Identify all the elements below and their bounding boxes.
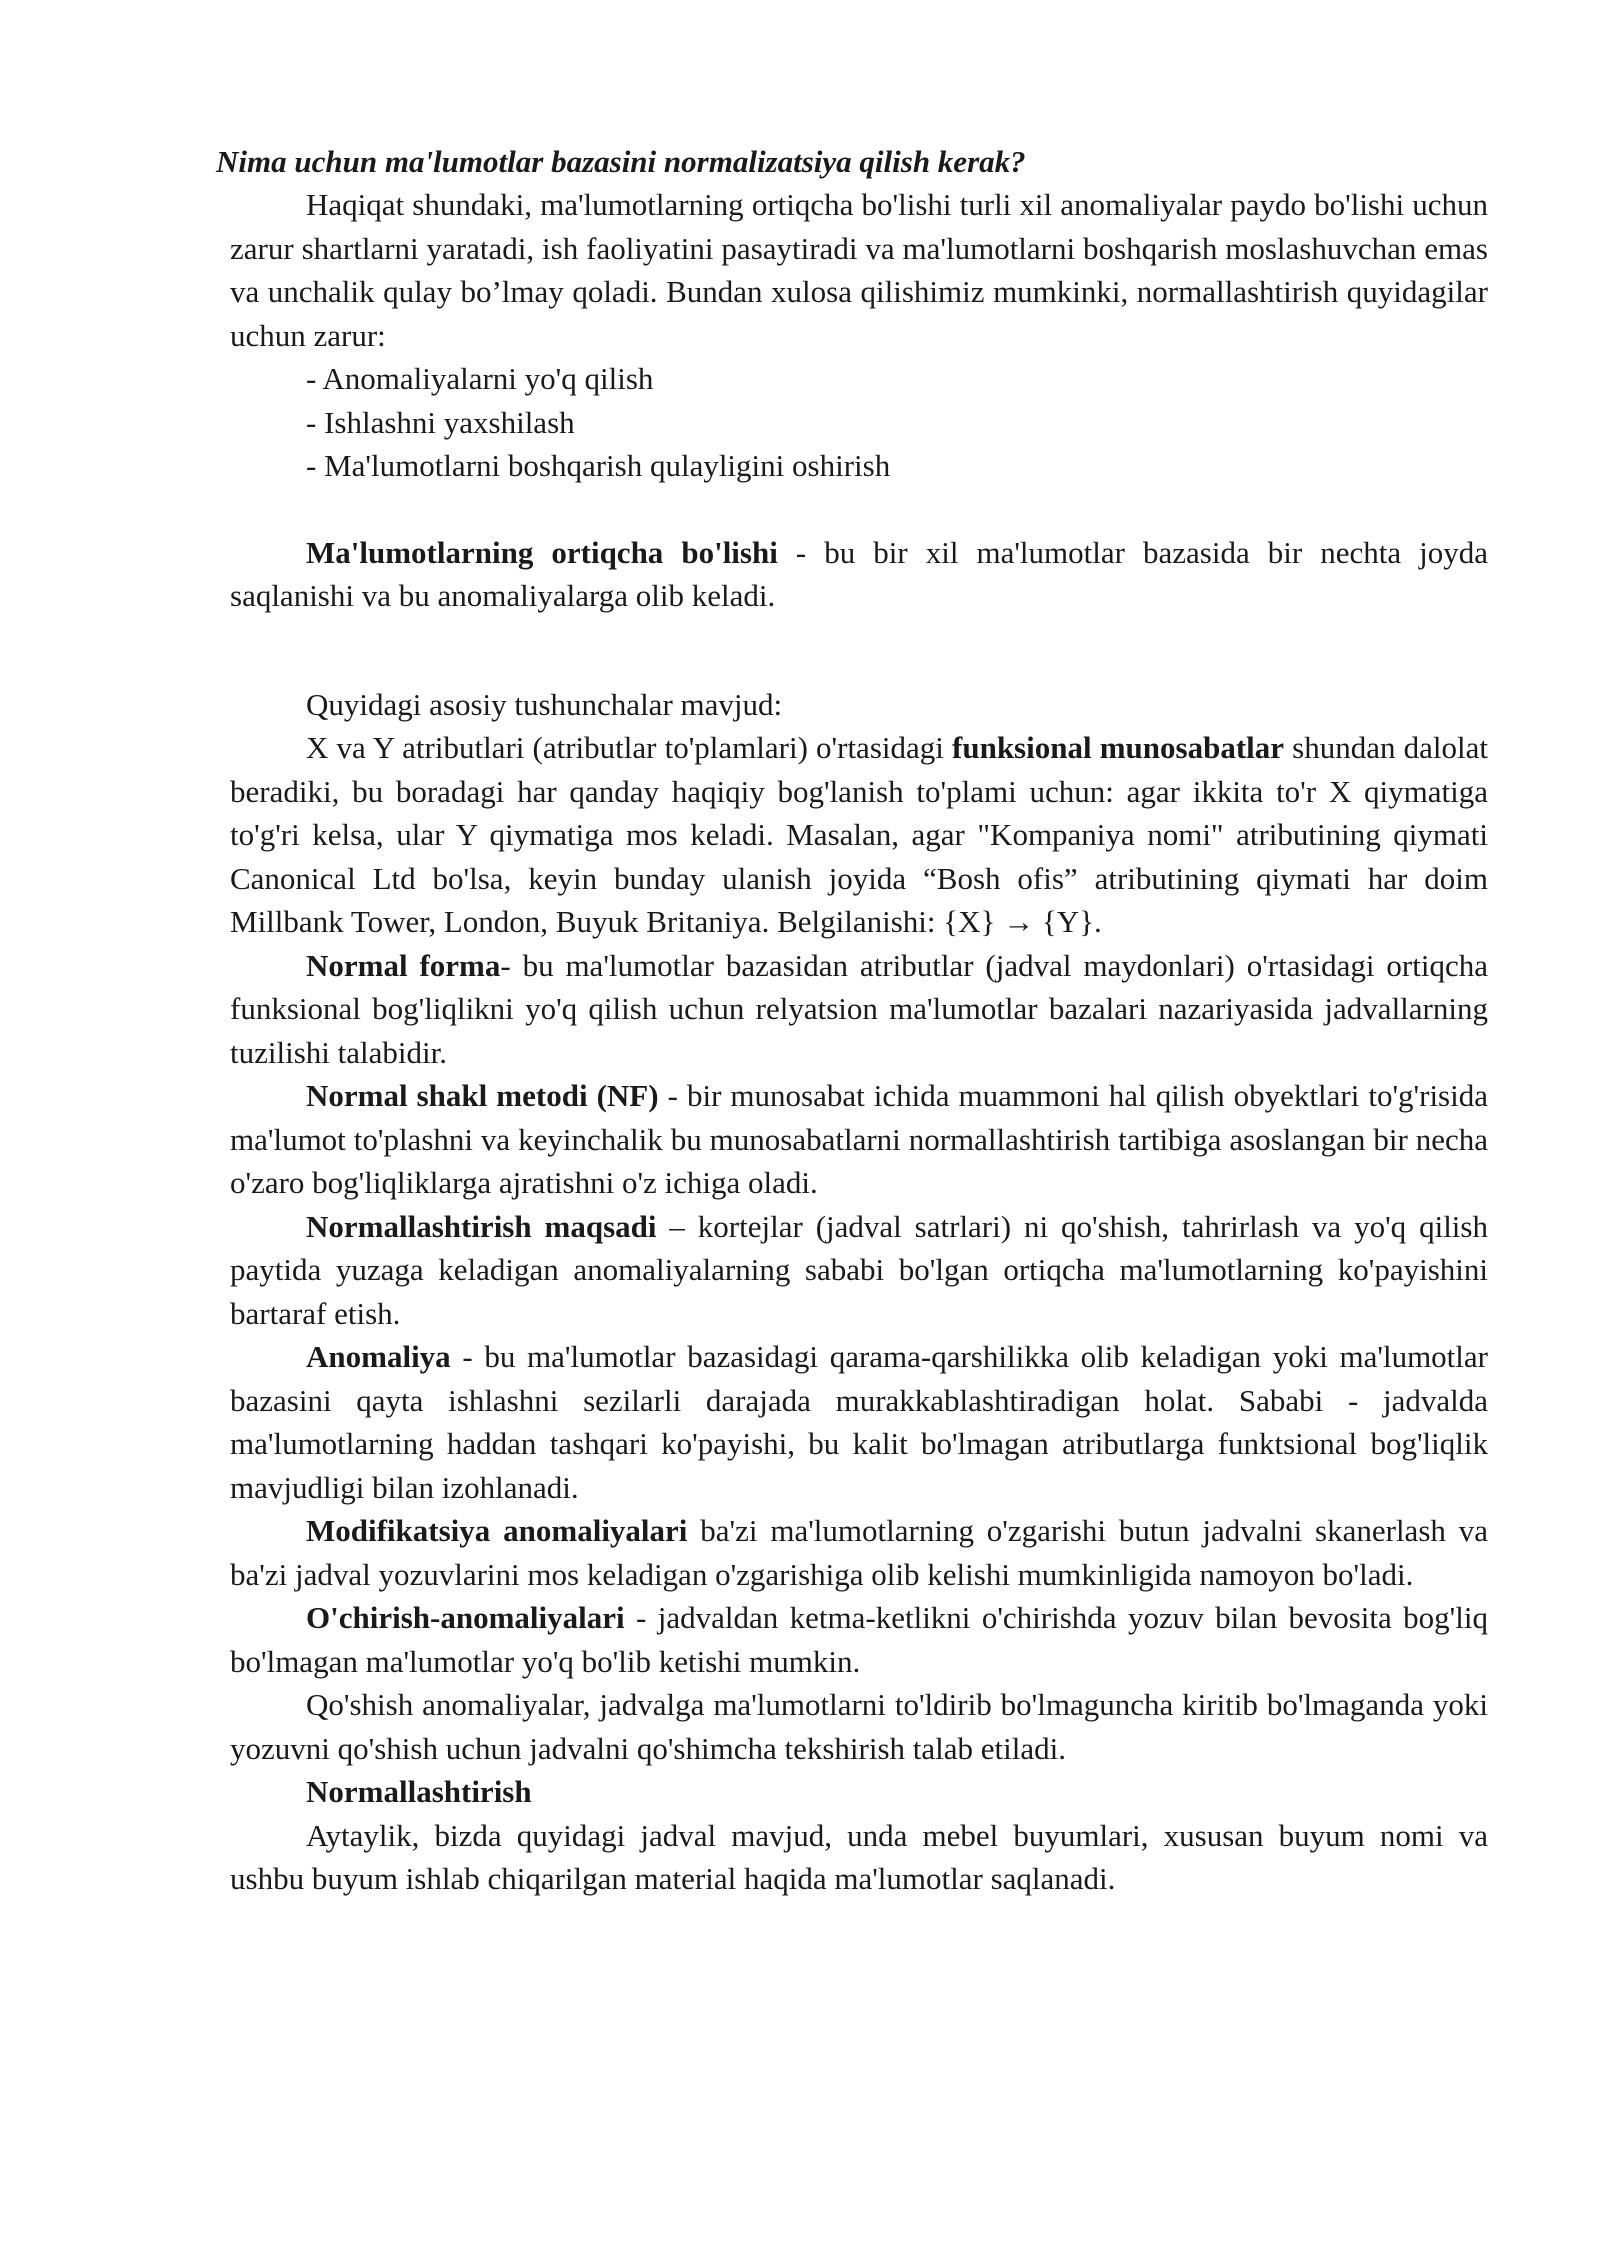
anomaly-definition (230, 1335, 1488, 1509)
page-title: Nima uchun ma'lumotlar bazasini normalizatsiya qilish kerak? (216, 144, 1026, 179)
normal-form-term: Normal forma (306, 947, 501, 983)
modification-text: ba'zi ma'lumotlarning o'zgarishi butun jadvalni skanerlash va ba'zi jadval yozuvlarini mos keladigan o'zgarishiga olib kelishi mumkinligida namoyon bo'ladi. (230, 1513, 1488, 1592)
nf-method-term: Normal shakl metodi (NF) (306, 1078, 659, 1113)
nf-method-text: - bir munosabat ichida muammoni hal qilish obyektlari to'g'risida ma'lumot to'plashni va keyinchalik bu munosabatlarni normallashtirish tartibiga asoslangan bir necha o'zaro bog'liqliklarga ajratishni o'z ichiga oladi. (230, 1078, 1488, 1200)
requirements-list (230, 357, 1488, 488)
insertion-paragraph: Qo'shish anomaliyalar, jadvalga ma'lumotlarni to'ldirib bo'lmaguncha kiritib bo'lmaganda yoki yozuvni qo'shish uchun jadvalni qo'shimcha tekshirish talab etiladi. (230, 1687, 1488, 1766)
section-title-text: Normallashtirish (306, 1774, 532, 1809)
functional-before: X va Y atributlari (atributlar to'plamlari) o'rtasidagi (306, 730, 953, 765)
list-item: - Ishlashni yaxshilash (306, 404, 575, 440)
deletion-term: O'chirish-anomaliyalari (306, 1600, 625, 1635)
intro-paragraph: Haqiqat shundaki, ma'lumotlarning ortiqcha bo'lishi turli xil anomaliyalar paydo bo'lishi uchun zarur shartlarni yaratadi, ish faoliyatini pasaytiradi va ma'lumotlarni boshqarish moslashuvchan emas va unchalik qulay bo’lmay qoladi. Bundan xulosa qilishimiz mumkinki, normallashtirish quyidagilar uchun zarur: (230, 187, 1488, 353)
modification-definition (230, 1509, 1488, 1596)
redundancy-definition (230, 531, 1488, 618)
normal-form-text: - bu ma'lumotlar bazasidan atributlar (jadval maydonlari) o'rtasidagi ortiqcha funksional bog'liqlikni yo'q qilish uchun relyatsion ma'lumotlar bazalari nazariyasida jadvallarning tuzilishi talabidir. (230, 947, 1488, 1070)
redundancy-term: Ma'lumotlarning ortiqcha bo'lishi (306, 534, 778, 570)
section-title (230, 1770, 1488, 1814)
spacer (230, 618, 1488, 683)
normal-form-definition (230, 944, 1488, 1075)
functional-after: shundan dalolat beradiki, bu boradagi har qanday haqiqiy bog'lanish to'plami uchun: agar ikkita to'r X qiymatiga to'g'ri kelsa, ular Y qiymatiga mos keladi. Masalan, agar "Kompaniya nomi" atributining qiymati Canonical Ltd bo'lsa, keyin bunday ulanish joyida “Bosh ofis” atributining qiymati har doim Millbank Tower, London, Buyuk Britaniya. Belgilanishi: {X} → {Y}. (230, 730, 1489, 939)
modification-term: Modifikatsiya anomaliyalari (306, 1513, 688, 1548)
list-item: - Ma'lumotlarni boshqarish qulayligini oshirish (306, 448, 891, 483)
deletion-text: - jadvaldan ketma-ketlikni o'chirishda yozuv bilan bevosita bog'liq bo'lmagan ma'lumotlar yo'q bo'lib ketishi mumkin. (230, 1600, 1488, 1679)
nf-method-definition (230, 1074, 1488, 1205)
anomaly-text: - bu ma'lumotlar bazasidagi qarama-qarshilikka olib keladigan yoki ma'lumotlar bazasini qayta ishlashni sezilarli darajada murakkablashtiradigan holat. Sababi - jadvalda ma'lumotlarning haddan tashqari ko'payishi, bu kalit bo'lmagan atributlarga funktsional bog'liqlik mavjudligi bilan izohlanadi. (230, 1339, 1488, 1505)
anomaly-term: Anomaliya (306, 1339, 451, 1374)
example-paragraph: Aytaylik, bizda quyidagi jadval mavjud, unda mebel buyumlari, xususan buyum nomi va ushbu buyum ishlab chiqarilgan material haqida ma'lumotlar saqlanadi. (230, 1817, 1488, 1896)
normalization-goal-term: Normallashtirish maqsadi (306, 1208, 657, 1244)
normalization-goal-text: – kortejlar (jadval satrlari) ni qo'shish, tahrirlash va yo'q qilish paytida yuzaga keladigan anomaliyalarning sababi bo'lgan ortiqcha ma'lumotlarning ko'payishini bartaraf etish. (230, 1208, 1488, 1331)
redundancy-text: - bu bir xil ma'lumotlar bazasida bir nechta joyda saqlanishi va bu anomaliyalarga olib keladi. (230, 534, 1489, 613)
normalization-goal-definition (230, 1205, 1488, 1336)
functional-definition (230, 726, 1488, 944)
spacer (230, 488, 1488, 531)
deletion-definition (230, 1596, 1488, 1683)
concepts-intro: Quyidagi asosiy tushunchalar mavjud: (306, 686, 783, 722)
list-item: - Anomaliyalarni yo'q qilish (306, 361, 654, 396)
functional-term: funksional munosabatlar (952, 730, 1285, 765)
